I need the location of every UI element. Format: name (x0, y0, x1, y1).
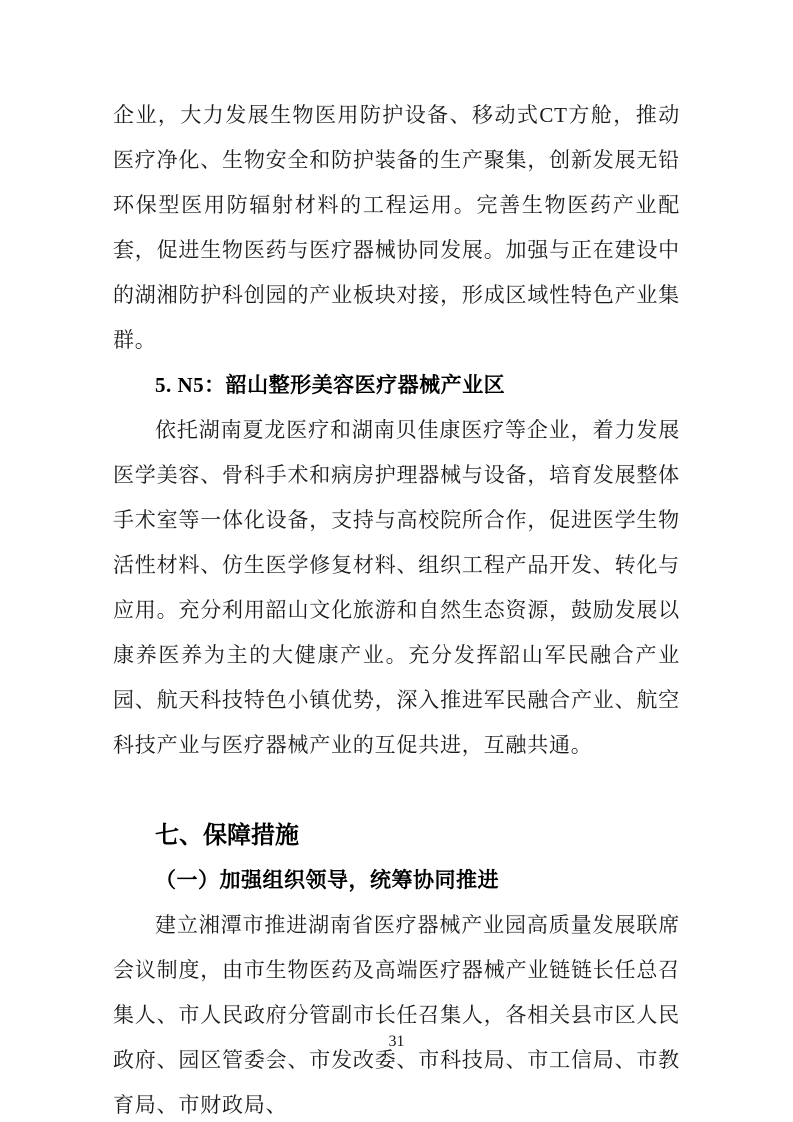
section-heading-safeguard-measures: 七、保障措施 (155, 822, 299, 849)
page-number: 31 (388, 1033, 405, 1050)
paragraph-continuation: 企业，大力发展生物医用防护设备、移动式CT方舱，推动医疗净化、生物安全和防护装备的生产聚集，创新发展无铅环保型医用防辐射材料的工程运用。完善生物医药产业配套，促进生物医药与医疗器械协同发展。加强与正在建设中的湖湘防护科创园的产业板块对接，形成区域性特色产业集群。 (113, 103, 680, 352)
paragraph-organization-leadership: 建立湘潭市推进湖南省医疗器械产业园高质量发展联席会议制度，由市生物医药及高端医疗器械产业链链长任总召集人、市人民政府分管副市长任召集人，各相关县市区人民政府、园区管委会、市发改委、市科技局、市工信局、市教育局、市财政局、 (113, 913, 680, 1117)
document-content (113, 93, 680, 1122)
heading-n5-shaoshan-industry-zone: 5. N5：韶山整形美容医疗器械产业区 (155, 373, 506, 397)
sub-heading-strengthen-organization: （一）加强组织领导，统筹协同推进 (155, 869, 499, 892)
paragraph-n5-description: 依托湖南夏龙医疗和湖南贝佳康医疗等企业，着力发展医学美容、骨科手术和病房护理器械与设备，培育发展整体手术室等一体化设备，支持与高校院所合作，促进医学生物活性材料、仿生医学修复材料、组织工程产品开发、转化与应用。充分利用韶山文化旅游和自然生态资源，鼓励发展以康养医养为主的大健康产业。充分发挥韶山军民融合产业园、航天科技特色小镇优势，深入推进军民融合产业、航空科技产业与医疗器械产业的互促共进，互融共通。 (113, 418, 680, 757)
